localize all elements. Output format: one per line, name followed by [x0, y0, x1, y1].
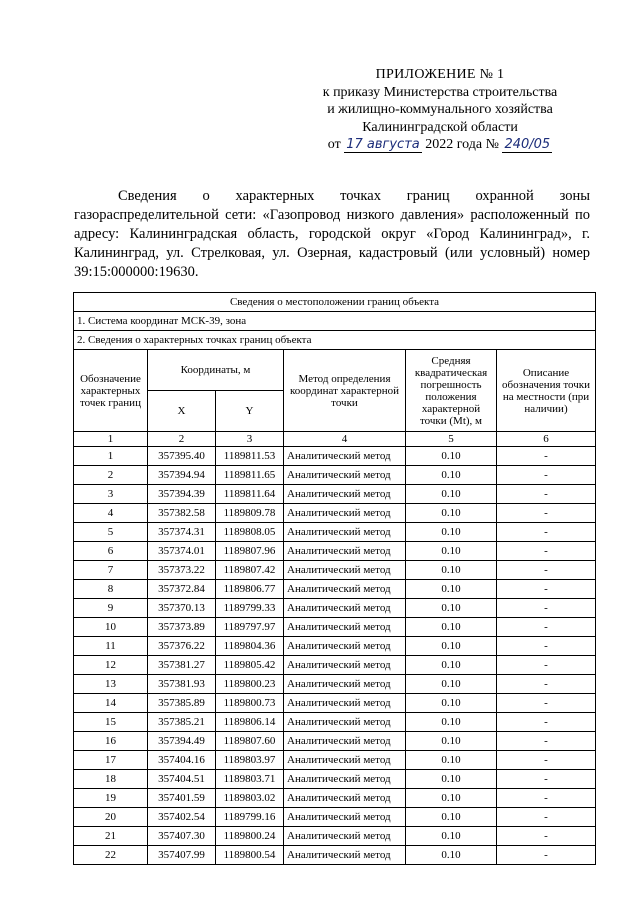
- coord-x: 357404.16: [148, 751, 216, 770]
- coord-x: 357381.27: [148, 656, 216, 675]
- point-number: 2: [74, 466, 148, 485]
- coord-x: 357374.31: [148, 523, 216, 542]
- coord-x: 357372.84: [148, 580, 216, 599]
- description: -: [497, 542, 596, 561]
- error-value: 0.10: [406, 808, 497, 827]
- point-number: 22: [74, 846, 148, 865]
- order-date-line: [290, 136, 590, 154]
- header-coordinates: Координаты, м: [148, 350, 284, 391]
- column-number: 6: [497, 432, 596, 447]
- method: Аналитический метод: [284, 485, 406, 504]
- coord-y: 1189803.97: [216, 751, 284, 770]
- point-number: 17: [74, 751, 148, 770]
- method: Аналитический метод: [284, 504, 406, 523]
- table-row: [74, 542, 596, 561]
- method: Аналитический метод: [284, 656, 406, 675]
- method: Аналитический метод: [284, 542, 406, 561]
- table-row: [74, 808, 596, 827]
- description: -: [497, 751, 596, 770]
- coord-y: 1189805.42: [216, 656, 284, 675]
- date-prefix: от: [327, 137, 341, 152]
- method: Аналитический метод: [284, 580, 406, 599]
- coord-x: 357385.89: [148, 694, 216, 713]
- header-error: Средняя квадратическая погрешность положения характерной точки (Mt), м: [406, 350, 497, 432]
- description: -: [497, 770, 596, 789]
- method: Аналитический метод: [284, 561, 406, 580]
- method: Аналитический метод: [284, 770, 406, 789]
- error-value: 0.10: [406, 447, 497, 466]
- coord-y: 1189804.36: [216, 637, 284, 656]
- description: -: [497, 561, 596, 580]
- table-row: [74, 637, 596, 656]
- point-number: 6: [74, 542, 148, 561]
- error-value: 0.10: [406, 599, 497, 618]
- coordinate-system-label: 1. Система координат МСК-39, зона: [74, 312, 596, 331]
- description: -: [497, 637, 596, 656]
- error-value: 0.10: [406, 466, 497, 485]
- table-row: [74, 618, 596, 637]
- header-method: Метод определения координат характерной точки: [284, 350, 406, 432]
- error-value: 0.10: [406, 656, 497, 675]
- table-row: [74, 827, 596, 846]
- method: Аналитический метод: [284, 732, 406, 751]
- error-value: 0.10: [406, 523, 497, 542]
- points-section-label: 2. Сведения о характерных точках границ объекта: [74, 331, 596, 350]
- table-row: [74, 656, 596, 675]
- method: Аналитический метод: [284, 618, 406, 637]
- point-number: 18: [74, 770, 148, 789]
- method: Аналитический метод: [284, 846, 406, 865]
- point-number: 13: [74, 675, 148, 694]
- description: -: [497, 694, 596, 713]
- point-number: 7: [74, 561, 148, 580]
- coord-y: 1189808.05: [216, 523, 284, 542]
- table-row: [74, 504, 596, 523]
- column-number-row: [74, 432, 596, 447]
- coord-y: 1189800.73: [216, 694, 284, 713]
- point-number: 4: [74, 504, 148, 523]
- order-line-3: Калининградской области: [362, 119, 518, 135]
- coord-y: 1189797.97: [216, 618, 284, 637]
- error-value: 0.10: [406, 504, 497, 523]
- coord-y: 1189806.14: [216, 713, 284, 732]
- coord-x: 357401.59: [148, 789, 216, 808]
- table-row: [74, 485, 596, 504]
- coord-y: 1189807.60: [216, 732, 284, 751]
- coord-x: 357395.40: [148, 447, 216, 466]
- order-line-2: и жилищно-коммунального хозяйства: [327, 102, 553, 117]
- coord-y: 1189809.78: [216, 504, 284, 523]
- appendix-title: ПРИЛОЖЕНИЕ № 1: [375, 67, 505, 82]
- coord-x: 357376.22: [148, 637, 216, 656]
- method: Аналитический метод: [284, 694, 406, 713]
- table-caption: Сведения о местоположении границ объекта: [74, 293, 596, 312]
- handwritten-order-number: 240/05: [504, 137, 551, 152]
- point-number: 12: [74, 656, 148, 675]
- method: Аналитический метод: [284, 447, 406, 466]
- coord-y: 1189803.02: [216, 789, 284, 808]
- description: -: [497, 447, 596, 466]
- point-number: 20: [74, 808, 148, 827]
- coord-y: 1189799.16: [216, 808, 284, 827]
- method: Аналитический метод: [284, 599, 406, 618]
- section-2-row: [74, 331, 596, 350]
- coord-x: 357382.58: [148, 504, 216, 523]
- error-value: 0.10: [406, 561, 497, 580]
- error-value: 0.10: [406, 694, 497, 713]
- table-row: [74, 846, 596, 865]
- description: -: [497, 504, 596, 523]
- table-row: [74, 751, 596, 770]
- column-number: 1: [74, 432, 148, 447]
- point-number: 1: [74, 447, 148, 466]
- error-value: 0.10: [406, 713, 497, 732]
- method: Аналитический метод: [284, 713, 406, 732]
- error-value: 0.10: [406, 827, 497, 846]
- coord-y: 1189800.54: [216, 846, 284, 865]
- coord-x: 357407.30: [148, 827, 216, 846]
- description: -: [497, 656, 596, 675]
- point-number: 19: [74, 789, 148, 808]
- description: -: [497, 523, 596, 542]
- column-number: 4: [284, 432, 406, 447]
- method: Аналитический метод: [284, 637, 406, 656]
- point-number: 16: [74, 732, 148, 751]
- point-number: 14: [74, 694, 148, 713]
- method: Аналитический метод: [284, 466, 406, 485]
- coord-x: 357394.94: [148, 466, 216, 485]
- error-value: 0.10: [406, 618, 497, 637]
- table-row: [74, 523, 596, 542]
- intro-text: Сведения о характерных точках границ охранной зоны газораспределительной сети: «Газопровод низкого давления» расположенный по адресу: Калининградская область, городской округ «Город Калининград», г. Калининград, ул. Стрелковая, ул. Озерная, кадастровый (или условный) номер 39:15:000000:19630.: [74, 188, 590, 280]
- table-row: [74, 732, 596, 751]
- point-number: 8: [74, 580, 148, 599]
- description: -: [497, 789, 596, 808]
- table-row: [74, 580, 596, 599]
- coord-y: 1189806.77: [216, 580, 284, 599]
- error-value: 0.10: [406, 751, 497, 770]
- error-value: 0.10: [406, 732, 497, 751]
- point-number: 10: [74, 618, 148, 637]
- method: Аналитический метод: [284, 827, 406, 846]
- intro-paragraph: [74, 187, 590, 282]
- coord-y: 1189799.33: [216, 599, 284, 618]
- coord-x: 357374.01: [148, 542, 216, 561]
- coord-y: 1189811.53: [216, 447, 284, 466]
- appendix-header: [290, 66, 590, 154]
- error-value: 0.10: [406, 637, 497, 656]
- coord-y: 1189800.23: [216, 675, 284, 694]
- point-number: 11: [74, 637, 148, 656]
- description: -: [497, 485, 596, 504]
- column-header-row: [74, 350, 596, 391]
- table-row: [74, 789, 596, 808]
- error-value: 0.10: [406, 789, 497, 808]
- handwritten-date: 17 августа: [346, 137, 420, 152]
- date-year: 2022 года №: [425, 137, 499, 152]
- table-row: [74, 694, 596, 713]
- table-row: [74, 675, 596, 694]
- method: Аналитический метод: [284, 808, 406, 827]
- order-line-1: к приказу Министерства строительства: [322, 84, 558, 100]
- point-number: 5: [74, 523, 148, 542]
- header-y: Y: [216, 391, 284, 432]
- table-caption-row: [74, 293, 596, 312]
- coord-x: 357385.21: [148, 713, 216, 732]
- coord-x: 357381.93: [148, 675, 216, 694]
- table-row: [74, 447, 596, 466]
- coord-x: 357402.54: [148, 808, 216, 827]
- coord-y: 1189811.65: [216, 466, 284, 485]
- description: -: [497, 599, 596, 618]
- description: -: [497, 713, 596, 732]
- description: -: [497, 732, 596, 751]
- coord-x: 357373.89: [148, 618, 216, 637]
- point-number: 21: [74, 827, 148, 846]
- method: Аналитический метод: [284, 523, 406, 542]
- description: -: [497, 466, 596, 485]
- description: -: [497, 618, 596, 637]
- coord-y: 1189811.64: [216, 485, 284, 504]
- coord-x: 357373.22: [148, 561, 216, 580]
- description: -: [497, 675, 596, 694]
- error-value: 0.10: [406, 580, 497, 599]
- coord-x: 357394.39: [148, 485, 216, 504]
- point-number: 9: [74, 599, 148, 618]
- method: Аналитический метод: [284, 751, 406, 770]
- table-row: [74, 713, 596, 732]
- description: -: [497, 808, 596, 827]
- method: Аналитический метод: [284, 789, 406, 808]
- coord-y: 1189800.24: [216, 827, 284, 846]
- column-number: 2: [148, 432, 216, 447]
- coord-y: 1189803.71: [216, 770, 284, 789]
- description: -: [497, 846, 596, 865]
- table-row: [74, 599, 596, 618]
- point-number: 15: [74, 713, 148, 732]
- description: -: [497, 580, 596, 599]
- boundary-points-table: [73, 292, 596, 865]
- coord-y: 1189807.42: [216, 561, 284, 580]
- column-number: 3: [216, 432, 284, 447]
- error-value: 0.10: [406, 770, 497, 789]
- table-row: [74, 561, 596, 580]
- error-value: 0.10: [406, 846, 497, 865]
- point-number: 3: [74, 485, 148, 504]
- coord-x: 357394.49: [148, 732, 216, 751]
- coord-x: 357370.13: [148, 599, 216, 618]
- section-1-row: [74, 312, 596, 331]
- header-description: Описание обозначения точки на местности (при наличии): [497, 350, 596, 432]
- error-value: 0.10: [406, 542, 497, 561]
- table-row: [74, 466, 596, 485]
- coord-y: 1189807.96: [216, 542, 284, 561]
- error-value: 0.10: [406, 485, 497, 504]
- table-row: [74, 770, 596, 789]
- error-value: 0.10: [406, 675, 497, 694]
- column-number: 5: [406, 432, 497, 447]
- method: Аналитический метод: [284, 675, 406, 694]
- coord-x: 357407.99: [148, 846, 216, 865]
- description: -: [497, 827, 596, 846]
- header-point-designation: Обозначение характерных точек границ: [74, 350, 148, 432]
- header-x: X: [148, 391, 216, 432]
- coord-x: 357404.51: [148, 770, 216, 789]
